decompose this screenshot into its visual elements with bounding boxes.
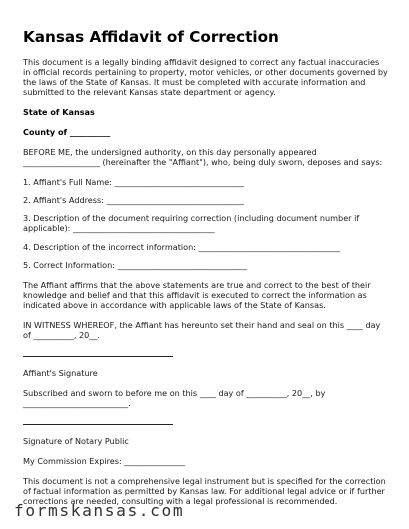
field-document-description: 3. Description of the document requiring correction (including document number if applicable): ___________________________________ [23, 213, 360, 233]
witness-paragraph: IN WITNESS WHEREOF, the Affiant has hereunto set their hand and seal on this ____ day of __________, 20__. [23, 320, 381, 340]
affiant-signature-label: Affiant's Signature [23, 368, 98, 378]
notary-signature-line [23, 424, 173, 425]
disclaimer-paragraph: This document is not a comprehensive legal instrument but is specified for the correction of factual information as permitted by Kansas law. For additional legal advice or if further corrections are needed, consulting with a legal professional is recommended. [23, 476, 386, 506]
affirmation-paragraph: The Affiant affirms that the above statements are true and correct to the best of their knowledge and belief and that this affidavit is executed to correct the information as indicated above in accordance with applicable laws of the State of Kansas. [23, 280, 371, 310]
site-watermark: formskansas.com [14, 501, 185, 520]
subscribed-paragraph: Subscribed and sworn to before me on this ____ day of __________, 20__, by __________________________. [23, 388, 326, 408]
field-incorrect-information: 4. Description of the incorrect information: ___________________________________ [23, 242, 341, 252]
affiant-signature-line [23, 356, 173, 357]
state-heading: State of Kansas [23, 107, 95, 117]
field-affiant-name: 1. Affiant's Full Name: ________________________________ [23, 177, 245, 187]
intro-paragraph: This document is a legally binding affidavit designed to correct any factual inaccuracies in official records pertaining to property, motor vehicles, or other documents governed by the laws of the State of Kansas. It must be completed with accurate information and submitted to the relevant Kansas state department or agency. [23, 57, 388, 97]
county-line: County of __________ [23, 127, 111, 137]
document-title: Kansas Affidavit of Correction [23, 28, 279, 46]
affidavit-document [23, 28, 389, 516]
notary-signature-label: Signature of Notary Public [23, 436, 129, 446]
commission-expires-line: My Commission Expires: _______________ [23, 456, 185, 466]
before-me-paragraph: BEFORE ME, the undersigned authority, on this day personally appeared ___________________ (hereinafter the "Affiant"), who, being duly sworn, deposes and says: [23, 147, 383, 167]
field-affiant-address: 2. Affiant's Address: __________________________________ [23, 195, 245, 205]
field-correct-information: 5. Correct Information: ________________________________ [23, 260, 248, 270]
